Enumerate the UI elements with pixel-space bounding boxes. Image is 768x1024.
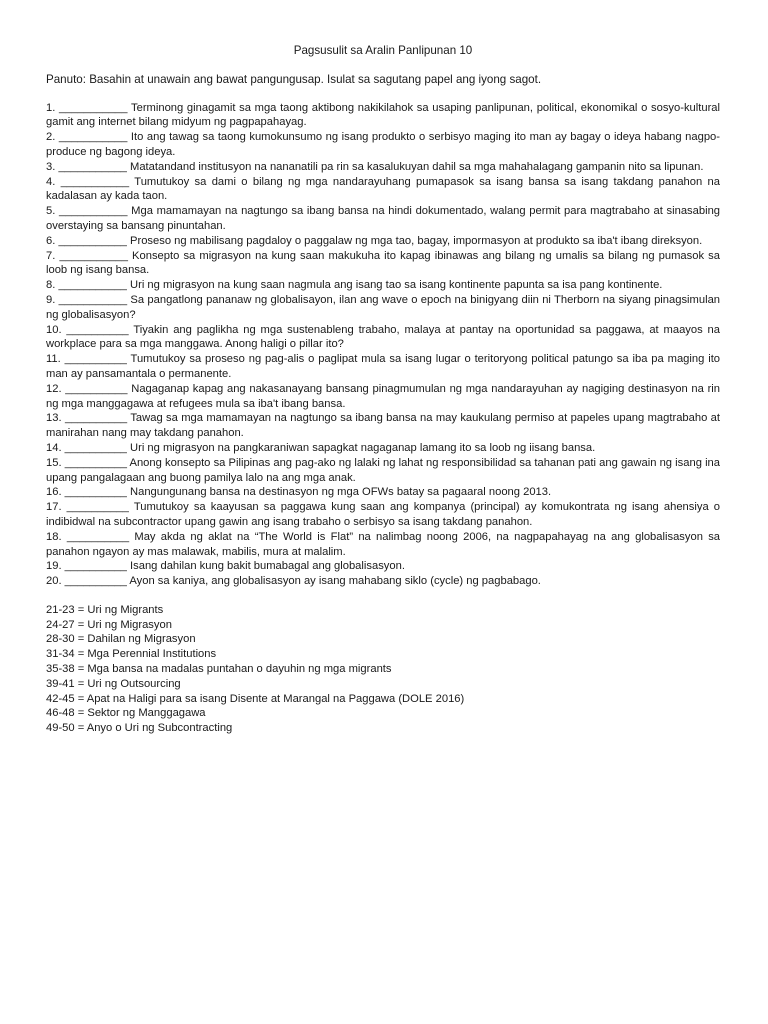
answer-blank: ___________ [59,101,128,114]
question-number: 13. [46,412,62,425]
question-item [46,441,720,456]
answer-blank: ___________ [59,249,128,262]
question-number: 2. [46,131,56,144]
question-item [46,293,720,323]
question-text: Terminong ginagamit sa mga taong aktibong nakikilahok sa usaping panlipunan, political, ekonomikal o sosyo-kultural gamit ang internet bilang midyum ng pagpapahayag. [46,101,721,129]
question-text: Uri ng migrasyon na pangkaraniwan sapagkat nagaganap lamang ito sa loob ng iisang bansa. [130,441,596,454]
question-number: 12. [46,382,62,395]
question-text: Ito ang tawag sa taong kumokunsumo ng isang produkto o serbisyo maging ito man ay bagay o ideya habang nagpo-produce ng bagong ideya. [46,131,721,158]
answer-blank: __________ [64,456,127,469]
exam-page [46,44,720,736]
question-item [46,130,720,160]
question-list [46,101,720,589]
section-guide-list [46,603,720,736]
question-text: Uri ng migrasyon na kung saan nagmula ang isang tao sa isang kontinente papunta sa isa pang kontinente. [130,279,663,292]
answer-blank: ___________ [58,279,127,292]
question-number: 14. [46,441,62,454]
question-number: 7. [46,249,56,262]
question-text: Nagaganap kapag ang nakasanayang bansang pinagmumulan ng mga nandarayuhan ay nagiging destinasyon na rin ng mga manggagawa at refugees mula sa iba't ibang bansa. [46,382,721,410]
answer-blank: __________ [66,501,129,514]
question-item [46,500,720,530]
question-number: 3. [46,160,56,173]
answer-blank: __________ [65,382,128,395]
question-number: 11. [46,353,61,366]
question-item [46,234,720,249]
answer-blank: __________ [66,323,129,336]
section-guide-row: 28-30 = Dahilan ng Migrasyon [46,633,196,646]
answer-blank: ___________ [58,234,127,247]
answer-blank: ___________ [58,131,128,144]
question-number: 6. [46,234,56,247]
question-text: Isang dahilan kung bakit bumabagal ang globalisasyon. [130,560,405,573]
section-guide-row: 35-38 = Mga bansa na madalas puntahan o dayuhin ng mga migrants [46,663,392,676]
question-number: 4. [46,175,56,188]
answer-blank: __________ [64,560,127,573]
question-number: 20. [46,575,62,588]
question-number: 16. [46,486,62,499]
question-text: Tawag sa mga mamamayan na nagtungo sa ibang bansa na may kaukulang permiso at papeles upang magtrabaho at manirahan nang may takdang panahon. [46,412,721,440]
answer-blank: ___________ [58,293,128,306]
answer-blank: ___________ [58,160,127,173]
question-item [46,411,720,441]
question-number: 17. [46,501,62,514]
question-item [46,101,720,131]
question-text: Tiyakin ang paglikha ng mga sustenableng trabaho, malaya at pantay na oportunidad sa paggawa, at maayos na workplace para sa mga manggawa. Anong haligi o pillar ito? [46,323,720,351]
question-number: 9. [46,293,56,306]
section-guide-row: 24-27 = Uri ng Migrasyon [46,618,172,631]
page-title: Pagsusulit sa Aralin Panlipunan 10 [293,44,473,57]
question-text: Konsepto sa migrasyon na kung saan makukuha ito kapag ibinawas ang bilang ng umalis sa bilang ng pumasok sa loob ng isang bansa. [46,249,720,277]
question-text: Proseso ng mabilisang pagdaloy o paggalaw ng mga tao, bagay, impormasyon at produkto sa iba't ibang direksyon. [130,234,703,247]
section-guide-row: 49-50 = Anyo o Uri ng Subcontracting [46,722,233,735]
question-item [46,175,720,205]
section-guide-row: 21-23 = Uri ng Migrants [46,603,164,616]
answer-blank: __________ [64,441,127,454]
question-text: Anong konsepto sa Pilipinas ang pag-ako ng lalaki ng lahat ng responsibilidad sa tahanan pati ang gawain ng isang ina upang pangalagaan ang buong pamilya lalo na ang mga anak. [46,456,720,484]
section-guide-row: 39-41 = Uri ng Outsourcing [46,677,181,690]
question-item [46,530,720,560]
section-guide-row: 42-45 = Apat na Haligi para sa isang Disente at Marangal na Paggawa (DOLE 2016) [46,692,465,705]
answer-blank: __________ [64,353,127,366]
question-item [46,559,720,574]
answer-blank: __________ [64,575,127,588]
question-text: May akda ng aklat na “The World is Flat” na nalimbag noong 2006, na nagpapahayag na ang globalisasyon sa panahon ngayon ay mas malawak, mabilis, mura at malalim. [46,530,721,558]
question-item [46,352,720,382]
question-item [46,382,720,412]
answer-blank: __________ [64,486,127,499]
answer-blank: __________ [64,412,128,425]
question-number: 19. [46,560,62,573]
question-number: 18. [46,530,62,543]
question-number: 8. [46,279,56,292]
question-item [46,456,720,486]
question-item [46,574,720,589]
question-item [46,249,720,279]
question-text: Tumutukoy sa kaayusan sa paggawa kung saan ang kompanya (principal) ay komukontrata ng isang ahensiya o indibidwal na subcontractor upang gawin ang isang trabaho o serbisyo sa isang takdang panahon. [46,501,720,528]
question-item [46,323,720,353]
question-item [46,160,720,175]
question-number: 10. [46,323,62,336]
question-number: 1. [46,101,56,114]
question-number: 15. [46,456,62,469]
question-item [46,485,720,500]
question-text: Ayon sa kaniya, ang globalisasyon ay isang mahabang siklo (cycle) ng pagbabago. [129,575,541,588]
answer-blank: ___________ [60,175,130,188]
answer-blank: ___________ [59,205,128,218]
question-text: Sa pangatlong pananaw ng globalisayon, ilan ang wave o epoch na binigyang diin ni Therborn na siyang pinagsimulan ng globalisasyon? [46,293,721,321]
instructions: Panuto: Basahin at unawain ang bawat pangungusap. Isulat sa sagutang papel ang iyong sagot. [46,72,542,86]
section-guide-row: 46-48 = Sektor ng Manggagawa [46,707,206,720]
question-number: 5. [46,205,56,218]
question-text: Tumutukoy sa dami o bilang ng mga nandarayuhang pumapasok sa isang bansa sa isang takdang panahon na kadalasan ay kada taon. [46,175,720,203]
question-text: Nangungunang bansa na destinasyon ng mga OFWs batay sa pagaaral noong 2013. [130,486,552,499]
question-item [46,278,720,293]
question-item [46,204,720,234]
question-text: Tumutukoy sa proseso ng pag-alis o paglipat mula sa isang lugar o teritoryong political patungo sa iba pa maging ito man ay pansamantala o permanente. [46,353,721,380]
question-text: Mga mamamayan na nagtungo sa ibang bansa na hindi dokumentado, walang permit para magtrabaho at sinasabing overstaying sa bansang pinuntahan. [46,205,721,232]
section-guide-row: 31-34 = Mga Perennial Institutions [46,648,217,661]
answer-blank: __________ [66,530,130,543]
question-text: Matatandand institusyon na nananatili pa rin sa kasalukuyan dahil sa mga mahahalagang gampanin nito sa lipunan. [130,160,704,173]
